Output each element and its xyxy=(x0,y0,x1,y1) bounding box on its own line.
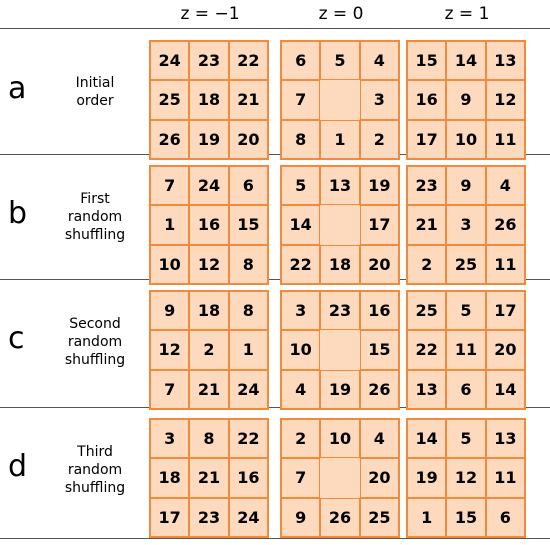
grid-cell: 8 xyxy=(229,291,268,330)
grid-cell: 11 xyxy=(446,330,485,369)
grid-cell: 9 xyxy=(281,498,320,537)
grid-cell: 17 xyxy=(486,291,525,330)
row-divider xyxy=(0,28,550,29)
grid-cell: 2 xyxy=(360,120,399,159)
grid-cell: 16 xyxy=(189,205,228,244)
grid-cell: 25 xyxy=(407,291,446,330)
grid-cell: 14 xyxy=(446,41,485,80)
grid-cell: 4 xyxy=(486,166,525,205)
column-label-z-1: z = 1 xyxy=(444,4,490,24)
grid-cell: 26 xyxy=(486,205,525,244)
grid-cell: 18 xyxy=(320,245,359,284)
row-letter: d xyxy=(8,449,28,484)
grid-cell: 8 xyxy=(229,245,268,284)
grid-cell: 15 xyxy=(229,205,268,244)
grid-cell: 10 xyxy=(446,120,485,159)
empty-center-cell xyxy=(320,458,359,497)
cube-slice-grid xyxy=(149,165,269,285)
caption-line: Initial xyxy=(75,75,115,91)
grid-cell: 23 xyxy=(189,498,228,537)
grid-cell: 4 xyxy=(360,419,399,458)
grid-cell: 20 xyxy=(486,330,525,369)
caption-line: Third xyxy=(77,444,113,460)
grid-cell: 14 xyxy=(407,419,446,458)
caption-line: random xyxy=(67,462,123,478)
grid-cell: 4 xyxy=(281,370,320,409)
grid-cell: 10 xyxy=(320,419,359,458)
grid-cell: 9 xyxy=(446,166,485,205)
grid-cell: 21 xyxy=(229,80,268,119)
grid-cell: 15 xyxy=(446,498,485,537)
grid-cell: 22 xyxy=(229,419,268,458)
row-letter: c xyxy=(8,321,25,356)
grid-cell: 23 xyxy=(320,291,359,330)
grid-cell: 11 xyxy=(486,245,525,284)
grid-cell: 19 xyxy=(189,120,228,159)
grid-cell: 5 xyxy=(281,166,320,205)
grid-cell: 22 xyxy=(407,330,446,369)
grid-cell: 8 xyxy=(281,120,320,159)
grid-cell: 7 xyxy=(281,458,320,497)
grid-cell: 12 xyxy=(189,245,228,284)
grid-cell: 2 xyxy=(189,330,228,369)
caption-line: shuffling xyxy=(64,352,126,368)
grid-cell: 20 xyxy=(360,458,399,497)
row-a xyxy=(0,30,550,154)
cube-slice-grid xyxy=(149,418,269,538)
grid-cell: 18 xyxy=(189,291,228,330)
row-caption xyxy=(55,315,135,369)
row-caption xyxy=(55,190,135,244)
column-label-z-minus-1: z = −1 xyxy=(180,4,240,24)
empty-center-cell xyxy=(320,330,359,369)
grid-cell: 25 xyxy=(446,245,485,284)
cube-slice-grid xyxy=(280,40,400,160)
cube-slice-grid xyxy=(280,418,400,538)
row-letter: a xyxy=(8,71,27,106)
grid-cell: 24 xyxy=(229,370,268,409)
cube-slice-grid xyxy=(149,40,269,160)
grid-cell: 7 xyxy=(281,80,320,119)
row-letter: b xyxy=(8,196,28,231)
empty-center-cell xyxy=(320,205,359,244)
row-b xyxy=(0,155,550,279)
grid-cell: 3 xyxy=(150,419,189,458)
grid-cell: 10 xyxy=(150,245,189,284)
grid-cell: 22 xyxy=(229,41,268,80)
grid-cell: 1 xyxy=(229,330,268,369)
grid-cell: 16 xyxy=(229,458,268,497)
grid-cell: 19 xyxy=(360,166,399,205)
grid-cell: 17 xyxy=(407,120,446,159)
grid-cell: 19 xyxy=(407,458,446,497)
grid-cell: 5 xyxy=(446,419,485,458)
column-label-z-0: z = 0 xyxy=(318,4,364,24)
grid-cell: 21 xyxy=(189,458,228,497)
grid-cell: 12 xyxy=(486,80,525,119)
grid-cell: 2 xyxy=(281,419,320,458)
grid-cell: 11 xyxy=(486,120,525,159)
grid-cell: 1 xyxy=(320,120,359,159)
cube-slice-grid xyxy=(280,290,400,410)
grid-cell: 19 xyxy=(320,370,359,409)
caption-line: random xyxy=(67,209,123,225)
grid-cell: 3 xyxy=(360,80,399,119)
grid-cell: 17 xyxy=(360,205,399,244)
grid-cell: 6 xyxy=(486,498,525,537)
cube-slice-grid xyxy=(406,290,526,410)
grid-cell: 20 xyxy=(229,120,268,159)
grid-cell: 3 xyxy=(281,291,320,330)
grid-cell: 9 xyxy=(150,291,189,330)
grid-cell: 12 xyxy=(150,330,189,369)
grid-cell: 21 xyxy=(407,205,446,244)
row-d xyxy=(0,408,550,532)
grid-cell: 16 xyxy=(407,80,446,119)
grid-cell: 4 xyxy=(360,41,399,80)
caption-line: shuffling xyxy=(64,480,126,496)
grid-cell: 7 xyxy=(150,370,189,409)
grid-cell: 13 xyxy=(407,370,446,409)
cube-slice-grid xyxy=(149,290,269,410)
column-header xyxy=(0,0,550,30)
row-c xyxy=(0,280,550,404)
grid-cell: 2 xyxy=(407,245,446,284)
grid-cell: 6 xyxy=(229,166,268,205)
row-caption xyxy=(55,443,135,497)
row-divider xyxy=(0,538,550,539)
grid-cell: 18 xyxy=(150,458,189,497)
grid-cell: 5 xyxy=(320,41,359,80)
grid-cell: 22 xyxy=(281,245,320,284)
grid-cell: 7 xyxy=(150,166,189,205)
grid-cell: 24 xyxy=(150,41,189,80)
caption-line: First xyxy=(80,191,110,207)
grid-cell: 15 xyxy=(360,330,399,369)
grid-cell: 10 xyxy=(281,330,320,369)
grid-cell: 26 xyxy=(150,120,189,159)
empty-center-cell xyxy=(320,80,359,119)
grid-cell: 24 xyxy=(229,498,268,537)
grid-cell: 23 xyxy=(407,166,446,205)
grid-cell: 9 xyxy=(446,80,485,119)
grid-cell: 13 xyxy=(486,41,525,80)
grid-cell: 11 xyxy=(486,458,525,497)
grid-cell: 3 xyxy=(446,205,485,244)
grid-cell: 25 xyxy=(360,498,399,537)
caption-line: shuffling xyxy=(64,227,126,243)
grid-cell: 23 xyxy=(189,41,228,80)
grid-cell: 17 xyxy=(150,498,189,537)
cube-slice-grid xyxy=(406,418,526,538)
grid-cell: 5 xyxy=(446,291,485,330)
cube-slice-grid xyxy=(406,40,526,160)
cube-slice-grid xyxy=(280,165,400,285)
grid-cell: 14 xyxy=(281,205,320,244)
grid-cell: 6 xyxy=(281,41,320,80)
grid-cell: 15 xyxy=(407,41,446,80)
grid-cell: 14 xyxy=(486,370,525,409)
grid-cell: 13 xyxy=(486,419,525,458)
caption-line: random xyxy=(67,334,123,350)
grid-cell: 1 xyxy=(150,205,189,244)
grid-cell: 16 xyxy=(360,291,399,330)
grid-cell: 24 xyxy=(189,166,228,205)
caption-line: Second xyxy=(69,316,121,332)
grid-cell: 8 xyxy=(189,419,228,458)
grid-cell: 20 xyxy=(360,245,399,284)
grid-cell: 1 xyxy=(407,498,446,537)
grid-cell: 6 xyxy=(446,370,485,409)
grid-cell: 26 xyxy=(320,498,359,537)
caption-line: order xyxy=(76,93,114,109)
grid-cell: 26 xyxy=(360,370,399,409)
grid-cell: 25 xyxy=(150,80,189,119)
row-caption xyxy=(55,74,135,110)
grid-cell: 13 xyxy=(320,166,359,205)
grid-cell: 21 xyxy=(189,370,228,409)
cube-slice-grid xyxy=(406,165,526,285)
grid-cell: 18 xyxy=(189,80,228,119)
grid-cell: 12 xyxy=(446,458,485,497)
